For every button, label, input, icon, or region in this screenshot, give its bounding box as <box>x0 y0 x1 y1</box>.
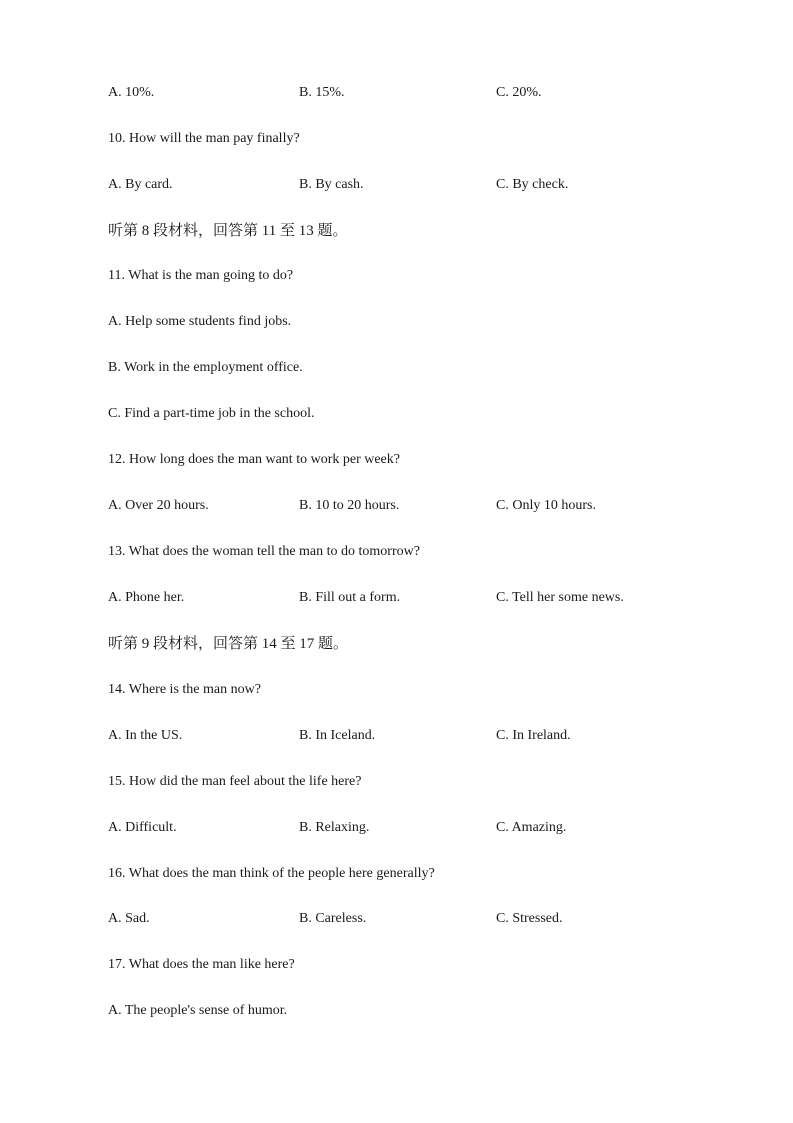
section-heading-9: 听第 9 段材料，回答第 14 至 17 题。 <box>108 636 349 652</box>
question-16: 16. What does the man think of the people here generally? <box>108 866 435 881</box>
question-14: 14. Where is the man now? <box>108 682 261 697</box>
option-c: C. Only 10 hours. <box>496 498 596 513</box>
question-11: 11. What is the man going to do? <box>108 268 294 283</box>
option-a: A. Over 20 hours. <box>108 498 209 513</box>
option-c: C. By check. <box>496 177 569 192</box>
option-b: B. 10 to 20 hours. <box>299 498 400 513</box>
option-c: C. 20%. <box>496 85 542 100</box>
option-line-11a: A. Help some students find jobs. <box>108 314 292 329</box>
option-b: B. Relaxing. <box>299 820 370 835</box>
question-12: 12. How long does the man want to work per week? <box>108 452 400 467</box>
option-a: A. By card. <box>108 177 173 192</box>
option-b: B. By cash. <box>299 177 364 192</box>
option-c: C. In Ireland. <box>496 728 571 743</box>
option-line-17a: A. The people's sense of humor. <box>108 1003 288 1018</box>
option-a: A. 10%. <box>108 85 155 100</box>
option-a: A. Sad. <box>108 911 150 926</box>
option-a: A. Phone her. <box>108 590 185 605</box>
option-line-11c: C. Find a part-time job in the school. <box>108 406 315 421</box>
question-13: 13. What does the woman tell the man to do tomorrow? <box>108 544 420 559</box>
question-10: 10. How will the man pay finally? <box>108 131 300 146</box>
option-b: B. In Iceland. <box>299 728 376 743</box>
option-b: B. 15%. <box>299 85 345 100</box>
question-15: 15. How did the man feel about the life here? <box>108 774 362 789</box>
option-c: C. Tell her some news. <box>496 590 624 605</box>
option-b: B. Fill out a form. <box>299 590 401 605</box>
option-a: A. Difficult. <box>108 820 177 835</box>
question-17: 17. What does the man like here? <box>108 957 295 972</box>
option-c: C. Stressed. <box>496 911 563 926</box>
option-b: B. Careless. <box>299 911 367 926</box>
option-a: A. In the US. <box>108 728 183 743</box>
section-heading-8: 听第 8 段材料，回答第 11 至 13 题。 <box>108 223 348 239</box>
option-line-11b: B. Work in the employment office. <box>108 360 303 375</box>
option-c: C. Amazing. <box>496 820 567 835</box>
